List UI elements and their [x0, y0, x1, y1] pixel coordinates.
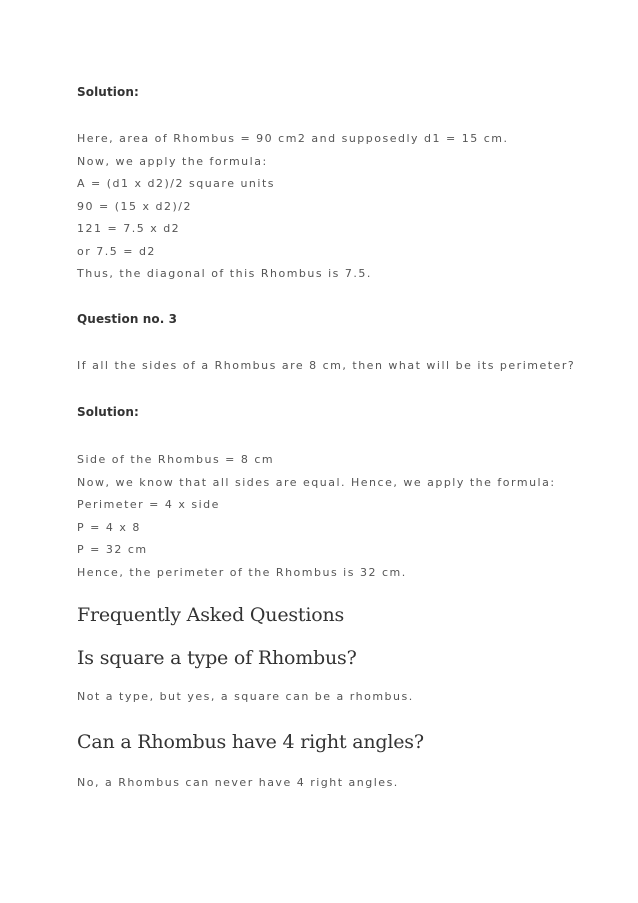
faq-title: Frequently Asked Questions: [77, 604, 345, 626]
solution-line: Hence, the perimeter of the Rhombus is 32 cm.: [77, 565, 407, 579]
solution-line: A = (d1 x d2)/2 square units: [77, 177, 275, 190]
solution-line: Now, we know that all sides are equal. Hence, we apply the formula:: [77, 475, 556, 489]
solution-heading: Solution:: [77, 405, 139, 419]
solution-line: P = 32 cm: [77, 543, 148, 556]
question-heading: Question no. 3: [77, 312, 178, 326]
faq-question: Is square a type of Rhombus?: [77, 647, 357, 669]
solution-body: [77, 128, 577, 286]
solution-line: Perimeter = 4 x side: [77, 498, 220, 511]
faq-question: Can a Rhombus have 4 right angles?: [77, 731, 424, 753]
solution-body: [77, 449, 577, 584]
solution-line: Thus, the diagonal of this Rhombus is 7.5.: [77, 267, 372, 280]
solution-line: Now, we apply the formula:: [77, 154, 268, 168]
faq-answer-text: Not a type, but yes, a square can be a rhombus.: [77, 690, 414, 703]
solution-line: 90 = (15 x d2)/2: [77, 199, 192, 213]
faq-answer: [77, 686, 577, 709]
question-text: If all the sides of a Rhombus are 8 cm, then what will be its perimeter?: [77, 359, 576, 372]
solution-line: P = 4 x 8: [77, 520, 141, 534]
faq-answer: [77, 772, 577, 795]
solution-line: or 7.5 = d2: [77, 244, 156, 258]
solution-line: 121 = 7.5 x d2: [77, 222, 181, 235]
solution-line: Side of the Rhombus = 8 cm: [77, 453, 275, 466]
faq-answer-text: No, a Rhombus can never have 4 right angles.: [77, 776, 399, 789]
question-body: [77, 355, 577, 378]
solution-line: Here, area of Rhombus = 90 cm2 and supposedly d1 = 15 cm.: [77, 132, 509, 145]
solution-heading: Solution:: [77, 85, 139, 99]
